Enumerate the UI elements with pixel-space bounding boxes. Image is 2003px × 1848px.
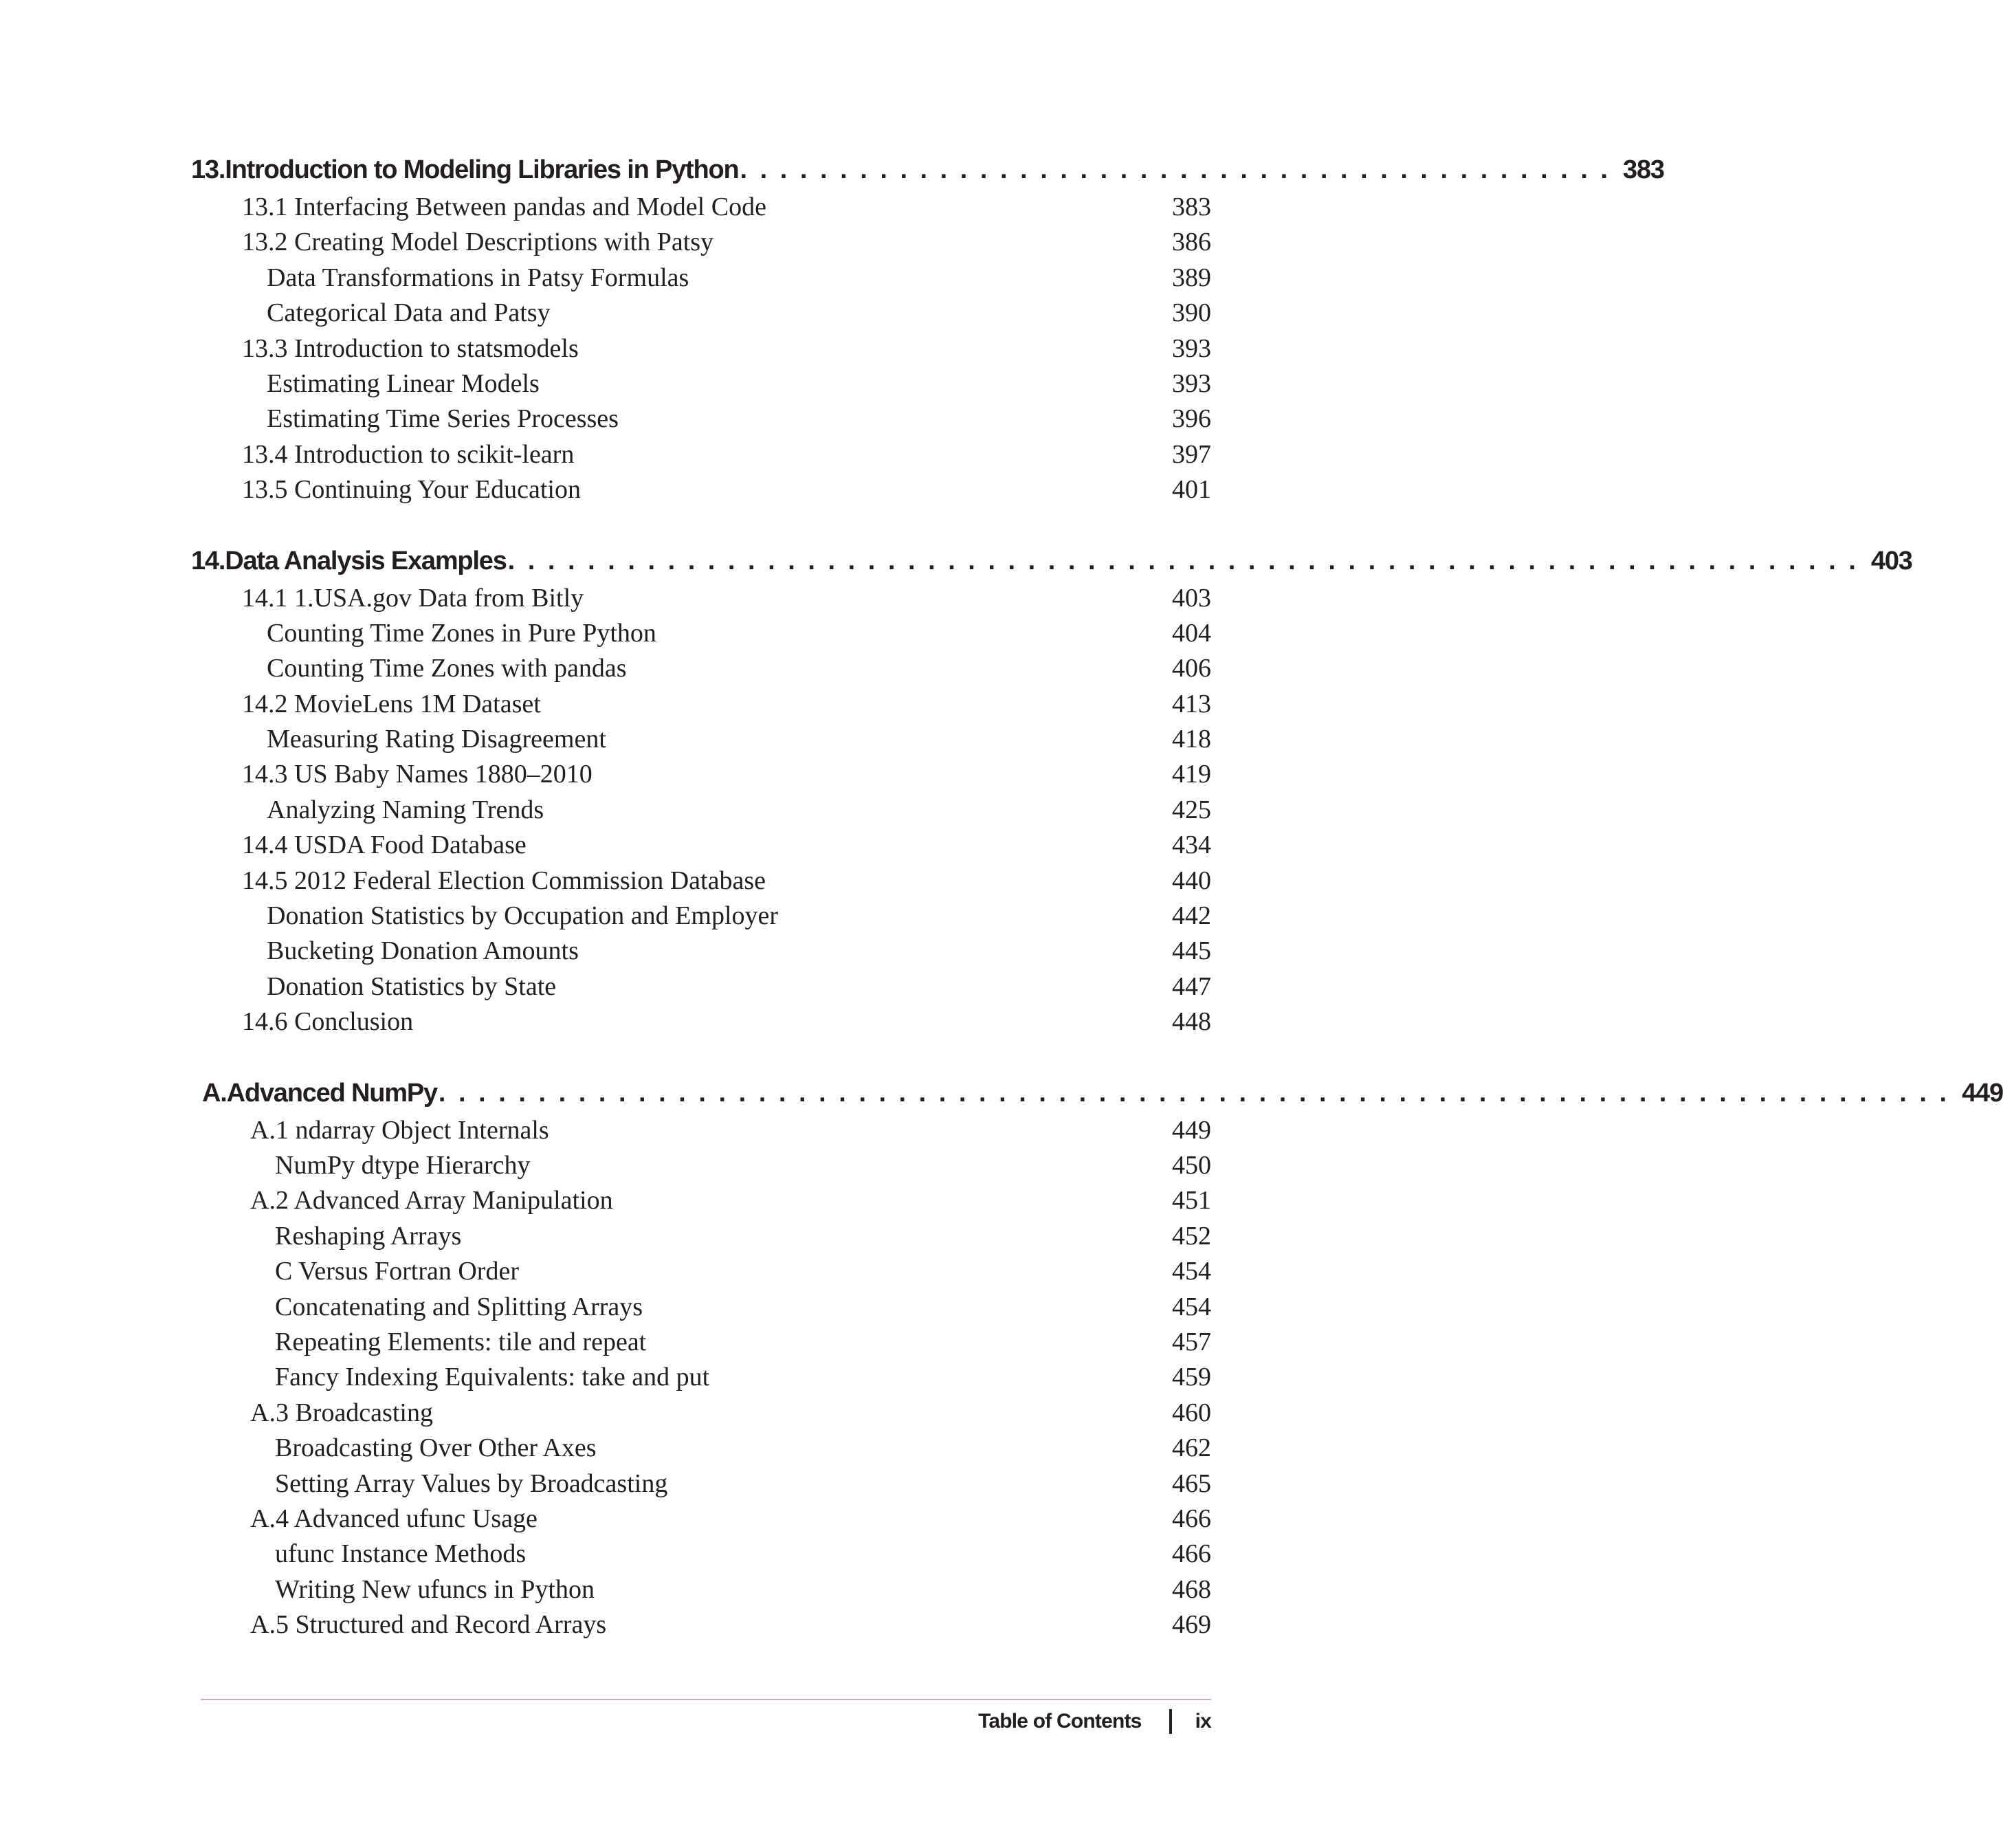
table-of-contents: [191, 150, 2003, 1675]
entry-page-number: 468: [1172, 1574, 1211, 1604]
entry-page-number: 469: [1172, 1610, 1211, 1640]
chapter-page-number: 403: [1870, 546, 1912, 575]
entry-page-number: 454: [1172, 1292, 1211, 1321]
toc-subentry[interactable]: [191, 1466, 1211, 1502]
entry-page-number: 396: [1172, 404, 1211, 434]
toc-subentry[interactable]: [191, 1360, 1211, 1395]
entry-page-number: 404: [1172, 618, 1211, 648]
entry-page-number: 401: [1172, 475, 1211, 505]
entry-page-number: 419: [1172, 760, 1211, 789]
entry-label: Concatenating and Splitting Arrays: [275, 1292, 643, 1321]
toc-subentry[interactable]: [191, 899, 1211, 934]
toc-subentry[interactable]: [191, 1537, 1211, 1572]
toc-entry[interactable]: [191, 828, 1211, 863]
toc-entry[interactable]: [191, 1607, 1211, 1642]
entry-page-number: 406: [1172, 654, 1211, 683]
entry-label: 14.5 2012 Federal Election Commission Database: [242, 866, 766, 895]
entry-page-number: 445: [1172, 936, 1211, 966]
entry-label: Repeating Elements: tile and repeat: [275, 1327, 647, 1356]
entry-page-number: 434: [1172, 830, 1211, 860]
entry-label: 14.4 USDA Food Database: [242, 830, 527, 860]
page-footer: [978, 1709, 1211, 1734]
entry-page-number: 462: [1172, 1433, 1211, 1463]
toc-subentry[interactable]: [191, 969, 1211, 1004]
toc-entry[interactable]: [191, 190, 1211, 225]
dot-leader: . . . . . . . . . . . . . . . . . . . . . . . . . . . . . . . . . . . . . . . . . . . .: [740, 155, 1611, 184]
entry-label: Estimating Time Series Processes: [267, 404, 619, 434]
toc-subentry[interactable]: [191, 651, 1211, 686]
entry-label: 14.1 1.USA.gov Data from Bitly: [242, 583, 584, 613]
entry-label: Counting Time Zones in Pure Python: [267, 618, 656, 648]
dot-leader: . . . . . . . . . . . . . . . . . . . . . . . . . . . . . . . . . . . . . . . . . . . . . . . . . . . . . . . . . . . . . . . . . . . .: [507, 546, 1859, 575]
toc-entry[interactable]: [191, 225, 1211, 260]
entry-label: NumPy dtype Hierarchy: [275, 1150, 531, 1180]
entry-label: Broadcasting Over Other Axes: [275, 1433, 597, 1463]
toc-subentry[interactable]: [191, 1290, 1211, 1325]
toc-entry[interactable]: [191, 1113, 1211, 1148]
toc-subentry[interactable]: [191, 1325, 1211, 1360]
footer-section-title: Table of Contents: [978, 1710, 1142, 1732]
entry-label: ufunc Instance Methods: [275, 1539, 527, 1569]
toc-subentry[interactable]: [191, 1148, 1211, 1183]
entry-page-number: 440: [1172, 866, 1211, 895]
entry-page-number: 393: [1172, 368, 1211, 398]
entry-label: Estimating Linear Models: [267, 368, 540, 398]
toc-subentry[interactable]: [191, 296, 1211, 331]
entry-label: Reshaping Arrays: [275, 1221, 462, 1251]
appendix-a: [191, 1073, 2003, 1643]
entry-label: 14.3 US Baby Names 1880–2010: [242, 760, 593, 789]
entry-label: A.2 Advanced Array Manipulation: [250, 1186, 613, 1216]
entry-page-number: 418: [1172, 725, 1211, 754]
entry-label: Measuring Rating Disagreement: [267, 725, 606, 754]
chapter-heading[interactable]: [191, 150, 1664, 190]
entry-label: A.1 ndarray Object Internals: [250, 1115, 549, 1145]
entry-page-number: 449: [1172, 1115, 1211, 1145]
chapter-page-number: 383: [1623, 155, 1664, 184]
entry-page-number: 466: [1172, 1504, 1211, 1533]
toc-entry[interactable]: [191, 437, 1211, 472]
entry-label: Setting Array Values by Broadcasting: [275, 1468, 668, 1498]
entry-label: Analyzing Naming Trends: [267, 795, 544, 824]
chapter-number: A.: [202, 1078, 227, 1108]
toc-subentry[interactable]: [191, 793, 1211, 828]
entry-page-number: 450: [1172, 1150, 1211, 1180]
entry-label: Writing New ufuncs in Python: [275, 1574, 595, 1604]
chapter-heading[interactable]: [191, 541, 1912, 581]
toc-subentry[interactable]: [191, 1431, 1211, 1466]
entry-page-number: 459: [1172, 1363, 1211, 1392]
chapter-title: Data Analysis Examples: [225, 546, 507, 575]
toc-subentry[interactable]: [191, 722, 1211, 757]
entry-page-number: 451: [1172, 1186, 1211, 1216]
entry-label: Data Transformations in Patsy Formulas: [267, 263, 689, 292]
entry-label: Counting Time Zones with pandas: [267, 654, 627, 683]
entry-label: Bucketing Donation Amounts: [267, 936, 579, 966]
toc-entry[interactable]: [191, 1502, 1211, 1537]
entry-page-number: 452: [1172, 1221, 1211, 1251]
entry-page-number: 447: [1172, 971, 1211, 1001]
toc-subentry[interactable]: [191, 1572, 1211, 1607]
footer-separator: [1169, 1709, 1172, 1734]
toc-subentry[interactable]: [191, 366, 1211, 402]
entry-label: Donation Statistics by State: [267, 971, 557, 1001]
entry-label: 13.3 Introduction to statsmodels: [242, 333, 579, 363]
entry-page-number: 386: [1172, 228, 1211, 257]
toc-entry[interactable]: [191, 1183, 1211, 1218]
toc-entry[interactable]: [191, 687, 1211, 722]
entry-label: A.5 Structured and Record Arrays: [250, 1610, 607, 1640]
toc-entry[interactable]: [191, 757, 1211, 792]
chapter-number: 14.: [191, 546, 225, 575]
chapter-heading[interactable]: [191, 1073, 2003, 1113]
toc-entry[interactable]: [191, 581, 1211, 616]
entry-page-number: 393: [1172, 333, 1211, 363]
chapter-title: Advanced NumPy: [226, 1078, 437, 1108]
entry-page-number: 465: [1172, 1468, 1211, 1498]
toc-entry[interactable]: [191, 1396, 1211, 1431]
entry-page-number: 442: [1172, 901, 1211, 931]
entry-label: 14.6 Conclusion: [242, 1007, 414, 1037]
chapter-page-number: 449: [1962, 1078, 2003, 1108]
entry-page-number: 383: [1172, 192, 1211, 221]
entry-page-number: 448: [1172, 1007, 1211, 1037]
entry-page-number: 397: [1172, 439, 1211, 469]
entry-page-number: 389: [1172, 263, 1211, 292]
entry-label: 13.4 Introduction to scikit-learn: [242, 439, 575, 469]
entry-label: 14.2 MovieLens 1M Dataset: [242, 689, 541, 718]
entry-page-number: 466: [1172, 1539, 1211, 1569]
entry-page-number: 454: [1172, 1257, 1211, 1286]
toc-entry[interactable]: [191, 864, 1211, 899]
entry-page-number: 413: [1172, 689, 1211, 718]
entry-label: Donation Statistics by Occupation and Employer: [267, 901, 779, 931]
entry-label: Fancy Indexing Equivalents: take and put: [275, 1363, 710, 1392]
chapter-title: Introduction to Modeling Libraries in Python: [225, 155, 739, 184]
entry-page-number: 390: [1172, 298, 1211, 328]
toc-subentry[interactable]: [191, 1219, 1211, 1254]
toc-entry[interactable]: [191, 331, 1211, 366]
toc-entry[interactable]: [191, 1004, 1211, 1040]
entry-page-number: 425: [1172, 795, 1211, 824]
entry-label: 13.1 Interfacing Between pandas and Model Code: [242, 192, 766, 221]
entry-page-number: 457: [1172, 1327, 1211, 1356]
entry-label: A.4 Advanced ufunc Usage: [250, 1504, 538, 1533]
toc-subentry[interactable]: [191, 1254, 1211, 1289]
chapter-13: [191, 150, 1664, 508]
dot-leader: . . . . . . . . . . . . . . . . . . . . . . . . . . . . . . . . . . . . . . . . . . . . . . . . . . . . . . . . . . . . . . . . . . . . . . . . . . . .: [438, 1078, 1950, 1108]
toc-subentry[interactable]: [191, 402, 1211, 437]
entry-label: C Versus Fortran Order: [275, 1257, 519, 1286]
footer-page-number: ix: [1195, 1710, 1211, 1732]
entry-label: 13.5 Continuing Your Education: [242, 475, 581, 505]
toc-subentry[interactable]: [191, 261, 1211, 296]
entry-page-number: 403: [1172, 583, 1211, 613]
chapter-number: 13.: [191, 155, 225, 184]
entry-page-number: 460: [1172, 1398, 1211, 1427]
entry-label: 13.2 Creating Model Descriptions with Patsy: [242, 228, 714, 257]
toc-entry[interactable]: [191, 472, 1211, 507]
toc-subentry[interactable]: [191, 934, 1211, 969]
entry-label: A.3 Broadcasting: [250, 1398, 433, 1427]
footer-rule: [201, 1699, 1211, 1700]
toc-subentry[interactable]: [191, 616, 1211, 651]
entry-label: Categorical Data and Patsy: [267, 298, 551, 328]
chapter-14: [191, 541, 1912, 1040]
